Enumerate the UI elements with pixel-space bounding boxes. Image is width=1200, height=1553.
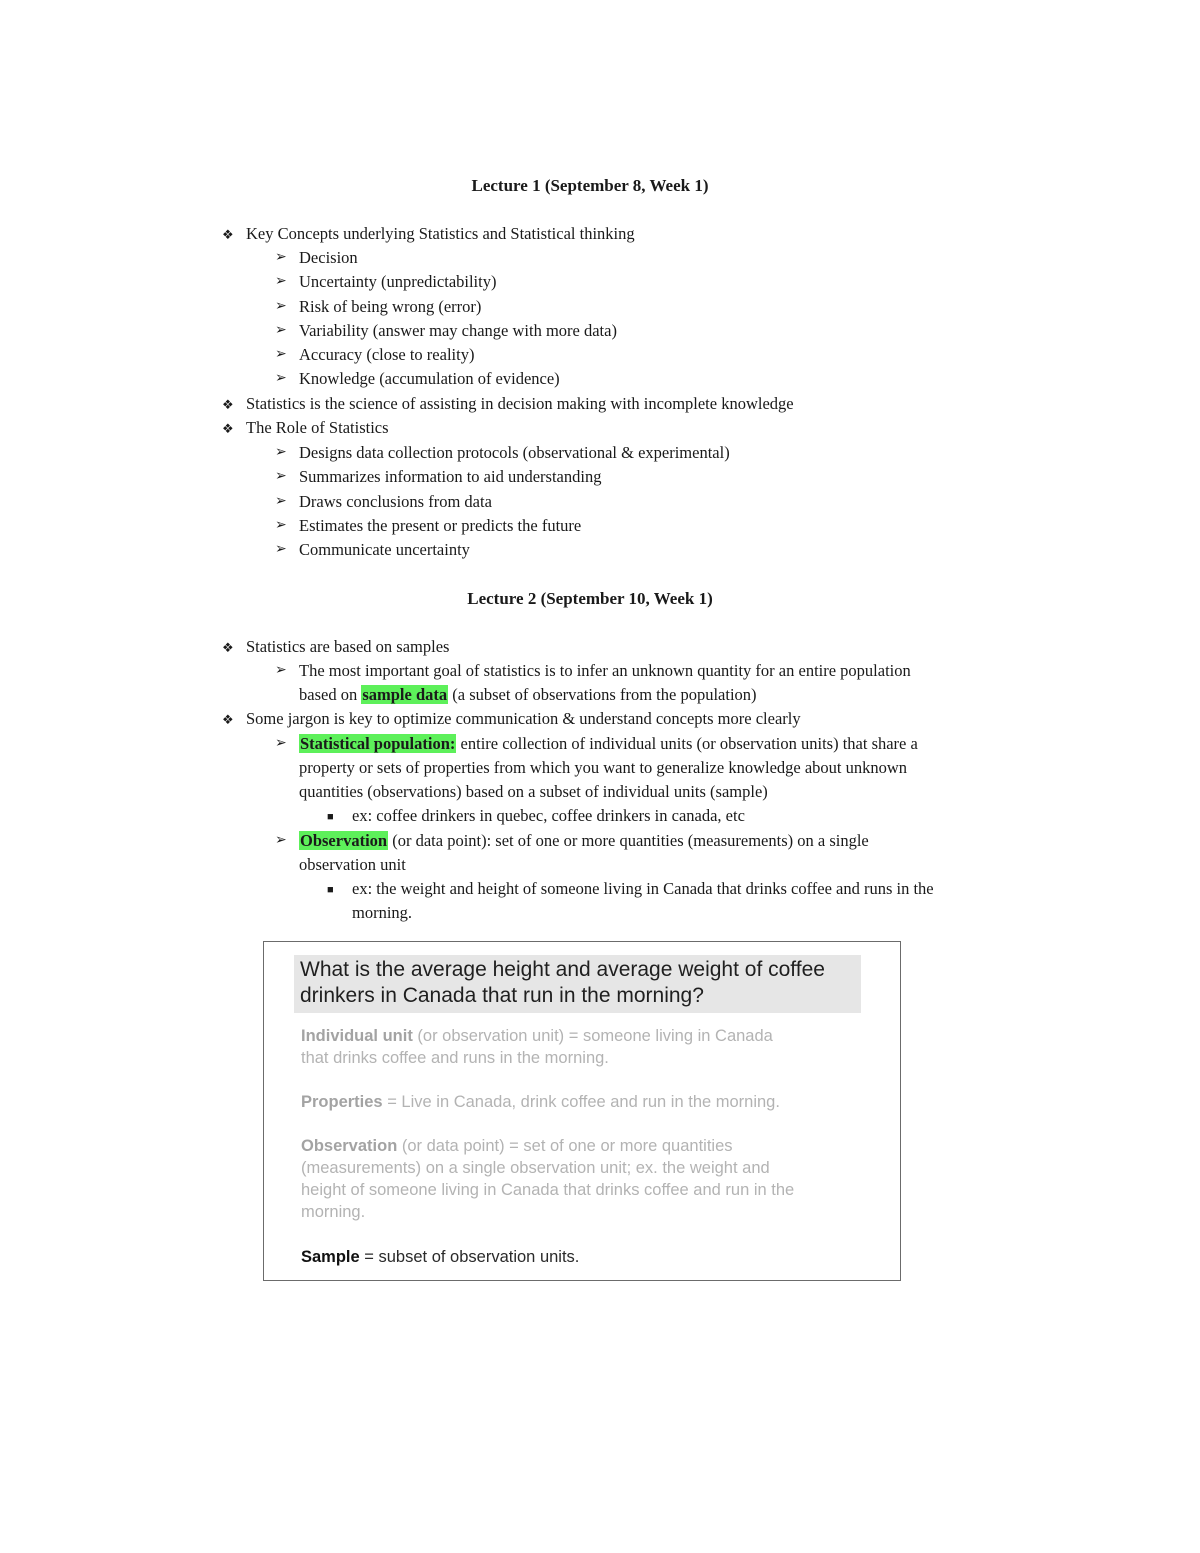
observation-text: (or data point): set of one or more quantities (measurements) on a single: [388, 831, 869, 850]
arrow-bullet-icon: ➢: [275, 736, 287, 751]
square-bullet-icon: ■: [327, 811, 334, 823]
arrow-bullet-icon: ➢: [275, 250, 287, 265]
properties-definition: [301, 1091, 861, 1113]
definition-text: morning.: [301, 1203, 366, 1221]
term-individual-unit: Individual unit: [301, 1027, 413, 1045]
diamond-bullet-icon: ❖: [222, 712, 234, 727]
arrow-bullet-icon: ➢: [275, 469, 287, 484]
bullet-key-concepts: Key Concepts underlying Statistics and Statistical thinking: [246, 224, 635, 243]
goal-line-1: The most important goal of statistics is to infer an unknown quantity for an entire population: [299, 661, 911, 680]
list-item: Summarizes information to aid understanding: [299, 467, 602, 486]
square-bullet-icon: ■: [327, 884, 334, 896]
arrow-bullet-icon: ➢: [275, 663, 287, 678]
lecture-2-title: Lecture 2 (September 10, Week 1): [467, 589, 713, 608]
term-sample: Sample: [301, 1248, 360, 1266]
arrow-bullet-icon: ➢: [275, 323, 287, 338]
observation-example-line-1: ex: the weight and height of someone living in Canada that drinks coffee and runs in the: [352, 879, 934, 898]
list-item: Uncertainty (unpredictability): [299, 272, 497, 291]
question-banner: [294, 955, 861, 1013]
arrow-bullet-icon: ➢: [275, 299, 287, 314]
definition-text: (measurements) on a single observation unit; ex. the weight and: [301, 1159, 770, 1177]
individual-unit-definition: [301, 1025, 861, 1069]
term-properties: Properties: [301, 1093, 383, 1111]
arrow-bullet-icon: ➢: [275, 371, 287, 386]
highlight-observation: Observation: [300, 831, 388, 850]
definition-text: (or data point) = set of one or more quantities: [397, 1137, 733, 1155]
diamond-bullet-icon: ❖: [222, 227, 234, 242]
bullet-statistics-science: Statistics is the science of assisting in decision making with incomplete knowledge: [246, 394, 794, 413]
definition-text: that drinks coffee and runs in the morning.: [301, 1049, 609, 1067]
sample-definition: [301, 1246, 861, 1268]
arrow-bullet-icon: ➢: [275, 833, 287, 848]
bullet-based-on-samples: Statistics are based on samples: [246, 637, 450, 656]
highlight-statistical-population: Statistical population:: [300, 734, 456, 753]
goal-line-2: [299, 685, 757, 705]
goal-text: based on: [299, 685, 362, 704]
list-item: Draws conclusions from data: [299, 492, 492, 511]
lecture-1-title: Lecture 1 (September 8, Week 1): [471, 176, 709, 195]
population-example: ex: coffee drinkers in quebec, coffee drinkers in canada, etc: [352, 806, 745, 825]
observation-line-2: observation unit: [299, 855, 406, 874]
list-item: Risk of being wrong (error): [299, 297, 482, 316]
observation-line-1: [299, 831, 869, 851]
observation-example-line-2: morning.: [352, 903, 413, 922]
arrow-bullet-icon: ➢: [275, 542, 287, 557]
diamond-bullet-icon: ❖: [222, 421, 234, 436]
definition-figure: [263, 941, 901, 1281]
definition-text: = Live in Canada, drink coffee and run in the morning.: [382, 1093, 780, 1111]
definition-text: (or observation unit) = someone living in Canada: [412, 1027, 773, 1045]
question-line-1: What is the average height and average weight of coffee: [300, 958, 825, 981]
bullet-role-of-statistics: The Role of Statistics: [246, 418, 389, 437]
list-item: Variability (answer may change with more data): [299, 321, 617, 340]
list-item: Communicate uncertainty: [299, 540, 470, 559]
population-line-2: property or sets of properties from which you want to generalize knowledge about unknown: [299, 758, 908, 777]
arrow-bullet-icon: ➢: [275, 518, 287, 533]
diamond-bullet-icon: ❖: [222, 640, 234, 655]
definition-text: = subset of observation units.: [359, 1248, 580, 1266]
arrow-bullet-icon: ➢: [275, 274, 287, 289]
term-observation: Observation: [301, 1137, 398, 1155]
arrow-bullet-icon: ➢: [275, 494, 287, 509]
population-line-3: quantities (observations) based on a subset of individual units (sample): [299, 782, 768, 801]
goal-text: (a subset of observations from the population): [448, 685, 757, 704]
list-item: Designs data collection protocols (observational & experimental): [299, 443, 730, 462]
population-text: entire collection of individual units (or observation units) that share a: [456, 734, 918, 753]
observation-definition: [301, 1135, 861, 1223]
list-item: Accuracy (close to reality): [299, 345, 475, 364]
list-item: Knowledge (accumulation of evidence): [299, 369, 560, 388]
list-item: Estimates the present or predicts the future: [299, 516, 582, 535]
question-line-2: drinkers in Canada that run in the morning?: [300, 984, 704, 1007]
highlight-sample-data: sample data: [362, 685, 448, 704]
definition-text: height of someone living in Canada that drinks coffee and run in the: [301, 1181, 795, 1199]
arrow-bullet-icon: ➢: [275, 347, 287, 362]
bullet-jargon: Some jargon is key to optimize communication & understand concepts more clearly: [246, 709, 801, 728]
arrow-bullet-icon: ➢: [275, 445, 287, 460]
population-line-1: [299, 734, 918, 754]
diamond-bullet-icon: ❖: [222, 397, 234, 412]
list-item: Decision: [299, 248, 358, 267]
